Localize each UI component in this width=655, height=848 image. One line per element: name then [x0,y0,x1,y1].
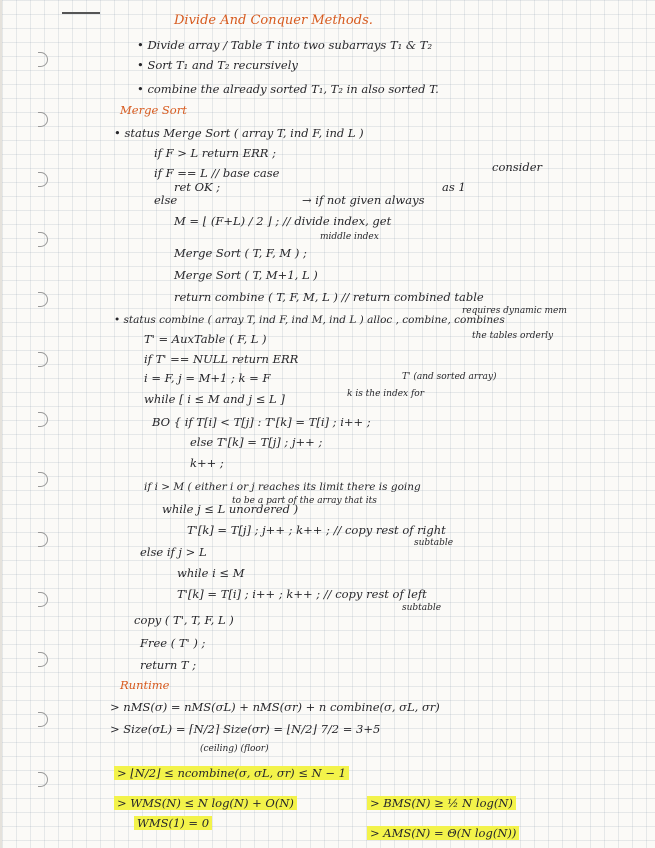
binding-hole [38,232,48,247]
binding-hole [38,652,48,667]
binding-hole [38,352,48,367]
highlighted-best-case: > BMS(N) ≥ ½ N log(N) [367,796,516,810]
code-line: Merge Sort ( T, F, M ) ; [174,246,307,260]
annotation: middle index [320,232,379,242]
code-line: i = F, j = M+1 ; k = F [144,371,271,385]
merge-sort-signature: • status Merge Sort ( array T, ind F, ind L ) [114,126,364,140]
runtime-line: > nMS(σ) = nMS(σL) + nMS(σr) + n combine(σ, σL, σr) [110,700,440,714]
code-line: return combine ( T, F, M, L ) // return combined table [174,290,484,304]
code-line: else if j > L [140,545,207,559]
annotation: k is the index for [347,389,425,399]
binding-hole [38,412,48,427]
code-line: while i ≤ M [177,566,245,580]
runtime-note: (ceiling) (floor) [200,744,269,754]
bullet-combine: • combine the already sorted T₁, T₂ in also sorted T. [137,82,439,96]
binding-hole [38,592,48,607]
annotation: requires dynamic mem [462,306,567,316]
runtime-line [134,816,212,830]
annotation: subtable [414,538,454,548]
top-rule [62,12,100,14]
code-line: T' = AuxTable ( F, L ) [144,332,267,346]
binding-hole [38,52,48,67]
runtime-heading: Runtime [120,678,170,692]
runtime-line [367,796,516,810]
code-line: k++ ; [190,456,224,470]
code-line: BO { if T[i] < T[j] : T'[k] = T[i] ; i++ ; [152,415,371,429]
annotation: → if not given always [302,193,425,207]
highlighted-average-case: > AMS(N) = Θ(N log(N)) [367,826,519,840]
annotation: as 1 [442,180,466,194]
code-line: else [154,193,178,207]
code-line: Free ( T' ) ; [140,636,206,650]
runtime-line [114,766,349,780]
code-line: while j ≤ L unordered ) [162,502,299,516]
code-line: if T' == NULL return ERR [144,352,299,366]
code-line: T'[k] = T[j] ; j++ ; k++ ; // copy rest of right [187,523,446,537]
code-line: T'[k] = T[i] ; i++ ; k++ ; // copy rest of left [177,587,427,601]
code-line: copy ( T', T, F, L ) [134,613,234,627]
code-line: M = ⌊ (F+L) / 2 ⌋ ; // divide index, get [174,214,392,228]
highlighted-bound: > ⌊N/2⌋ ≤ ncombine(σ, σL, σr) ≤ N − 1 [114,766,349,780]
runtime-line [114,796,297,810]
code-line: else T'[k] = T[j] ; j++ ; [190,435,323,449]
highlighted-base: WMS(1) = 0 [134,816,212,830]
merge-sort-heading: Merge Sort [120,103,187,117]
bullet-sort: • Sort T₁ and T₂ recursively [137,58,298,72]
code-line: while [ i ≤ M and j ≤ L ] [144,392,285,406]
runtime-line [367,826,519,840]
binding-hole [38,532,48,547]
bullet-divide: • Divide array / Table T into two subarrays T₁ & T₂ [137,38,433,52]
binding-hole [38,772,48,787]
annotation: subtable [402,603,442,613]
binding-hole [38,712,48,727]
binding-hole [38,172,48,187]
code-line: if F > L return ERR ; [154,146,276,160]
code-line: if i > M ( either i or j reaches its limit there is going [144,481,421,493]
binding-hole [38,112,48,127]
runtime-line: > Size(σL) = ⌈N/2⌉ Size(σr) = ⌊N/2⌋ 7/2 = 3+5 [110,722,381,736]
annotation: to be a part of the array that its [232,496,377,506]
code-line: return T ; [140,658,197,672]
annotation: the tables orderly [472,331,554,341]
binding-hole [38,292,48,307]
annotation: consider [492,160,543,174]
page-title: Divide And Conquer Methods. [174,13,373,28]
highlighted-worst-case: > WMS(N) ≤ N log(N) + O(N) [114,796,297,810]
combine-signature: • status combine ( array T, ind F, ind M, ind L ) alloc , combine, combines [114,314,505,326]
code-line: Merge Sort ( T, M+1, L ) [174,268,318,282]
code-line: ret OK ; [174,180,221,194]
code-line: if F == L // base case [154,166,280,180]
binding-hole [38,472,48,487]
annotation: T' (and sorted array) [402,372,497,382]
